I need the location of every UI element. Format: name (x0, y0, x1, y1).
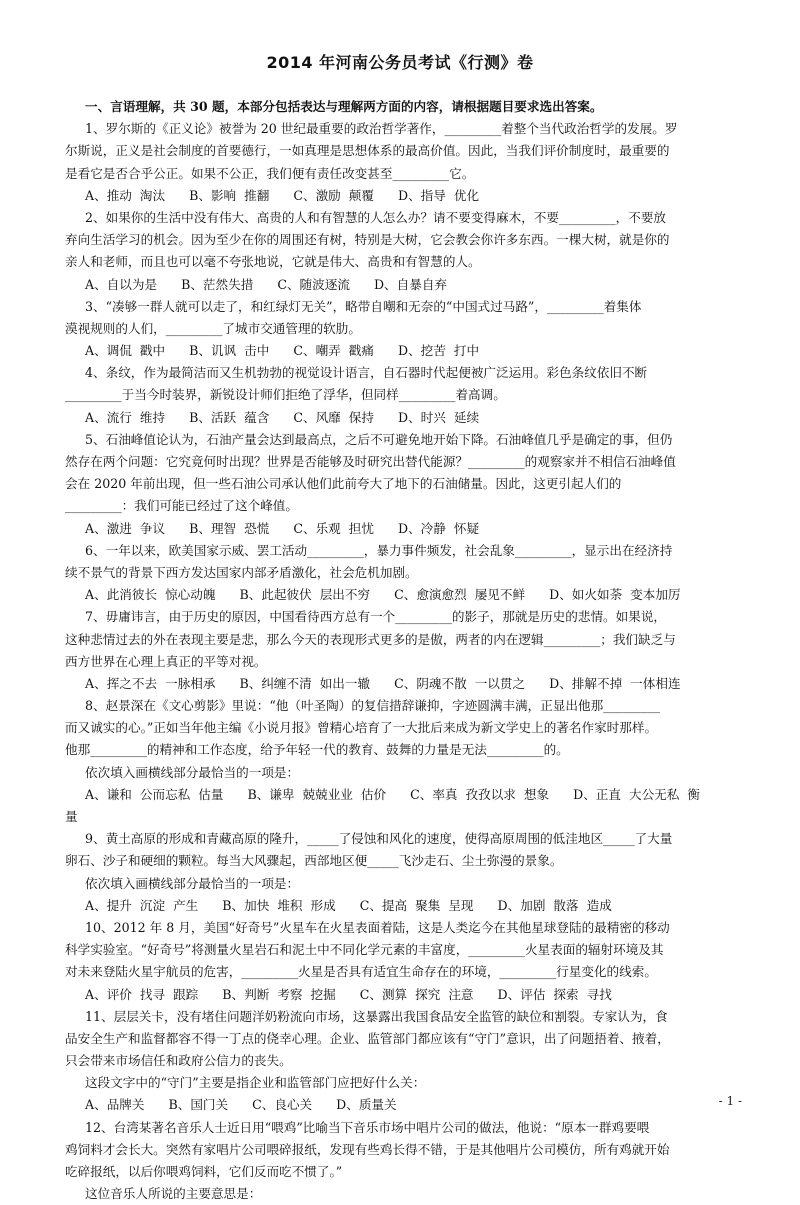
text-line: 西方世界在心理上真正的平等对视。 (65, 653, 267, 669)
text-line: 这段文字中的“守门”主要是指企业和监管部门应把好什么关： (85, 1075, 426, 1091)
text-line: 对未来登陆火星宇航员的危害，_________火星是否具有适宜生命存在的环境，_________行星变化的线索。 (65, 964, 657, 980)
text-line: 量 (65, 809, 78, 824)
text-line: 4、条纹，作为最简洁而又生机勃勃的视觉设计语言，自石器时代起便被广泛运用。彩色条纹依旧不断 (85, 365, 648, 381)
text-line: 然存在两个问题：它究竟何时出现？世界是否能够及时研究出替代能源？_________的观察家并不相信石油峰值 (65, 454, 676, 469)
text-line: A、流行 维持 B、活跃 蕴含 C、风靡 保持 D、时兴 延续 (85, 409, 480, 425)
text-line: 6、一年以来，欧美国家示威、罢工活动_________，暴力事件频发，社会乱象_________，显示出在经济持 (85, 542, 673, 558)
text-line: 品安全生产和监督都容不得一丁点的侥幸心理。企业、监管部门都应该有“守门”意识，出了问题捂着、掖着， (65, 1030, 670, 1046)
text-line: 7、毋庸讳言，由于历史的原因，中国看待西方总有一个_________的影子，那就是历史的悲情。如果说， (85, 609, 667, 625)
text-line: 尔斯说，正义是社会制度的首要德行，一如真理是思想体系的最高价值。因此，当我们评价制度时，最重要的 (65, 143, 670, 159)
text-line: 8、赵景深在《文心剪影》里说：“他（叶圣陶）的复信措辞谦抑，字迹圆满丰满，正显出他那_________ (85, 698, 660, 714)
text-line: A、激进 争议 B、理智 恐慌 C、乐观 担忧 D、冷静 怀疑 (85, 520, 480, 536)
page-title: 2014 年河南公务员考试《行测》卷 (266, 53, 534, 72)
text-line: _________于当今时装界，新锐设计师们拒绝了浮华，但同样_________着高调。 (65, 387, 506, 403)
text-line: 吃碎报纸，以后你喂鸡饲料，它们反而吃不惯了。” (65, 1164, 343, 1179)
text-line: 只会带来市场信任和政府公信力的丧失。 (65, 1053, 292, 1069)
text-line: A、调侃 戳中 B、讥讽 击中 C、嘲弄 戳痛 D、挖苦 打中 (85, 343, 480, 359)
text-line: 这种悲情过去的外在表现主要是悲，那么今天的表现形式更多的是傲，两者的内在逻辑_________；我们缺乏与 (65, 631, 676, 647)
text-line: A、谦和 公而忘私 估量 B、谦卑 兢兢业业 估价 C、率真 孜孜以求 想象 D、正直 大公无私 衡 (85, 786, 700, 802)
text-line: 12、台湾某著名音乐人士近日用“喂鸡”比喻当下音乐市场中唱片公司的做法，他说：“原本一群鸡要喂 (85, 1119, 650, 1135)
text-line: 9、黄土高原的形成和青藏高原的隆升，_____了侵蚀和风化的速度，使得高原周围的低洼地区_____了大量 (85, 831, 673, 847)
text-line: 5、石油峰值论认为，石油产量会达到最高点，之后不可避免地开始下降。石油峰值几乎是确定的事，但仍 (85, 431, 673, 447)
text-line: A、推动 淘汰 B、影响 推翻 C、激励 颠覆 D、指导 优化 (85, 187, 480, 203)
text-line: 会在 2020 年前出现，但一些石油公司承认他们此前夸大了地下的石油储量。因此，这更引起人们的 (65, 476, 622, 492)
text-line: 弃向生活学习的机会。因为至少在你的周围还有树，特别是大树，它会教会你许多东西。一棵大树，就是你的 (65, 232, 670, 248)
text-line: 科学实验室。“好奇号”将测量火星岩石和泥土中不同化学元素的丰富度，_________火星表面的辐射环境及其 (65, 942, 664, 958)
text-line: 漠视规则的人们，_________了城市交通管理的软肋。 (65, 320, 361, 336)
text-line: 是看它是否合乎公正。如果不公正，我们便有责任改变甚至_________它。 (65, 165, 475, 181)
text-line: A、品牌关 B、国门关 C、良心关 D、质量关 (85, 1097, 397, 1113)
text-line: 而又诚实的心。”正如当年他主编《小说月报》曾精心培育了一大批后来成为新文学史上的著名作家时那样。 (65, 720, 658, 736)
text-line: A、自以为是 B、茫然失措 C、随波逐流 D、自暴自弃 (85, 276, 448, 292)
text-line: 他那_________的精神和工作态度，给予年轻一代的教育、鼓舞的力量是无法_________的。 (65, 742, 569, 758)
question-body (65, 96, 755, 1205)
text-line: 11、层层关卡，没有堵住问题洋奶粉流向市场，这暴露出我国食品安全监管的缺位和割裂。专家认为，食 (85, 1008, 668, 1024)
text-line: A、评价 找寻 跟踪 B、判断 考察 挖掘 C、测算 探究 注意 D、评估 探索 寻找 (85, 986, 612, 1002)
text-line: _________：我们可能已经过了这个峰值。 (65, 498, 298, 514)
text-line: 这位音乐人所说的主要意思是： (85, 1186, 262, 1202)
section-heading: 一、言语理解，共 30 题，本部分包括表达与理解两方面的内容，请根据题目要求选出答案。 (85, 99, 603, 114)
text-line: 卵石、沙子和硬细的颗粒。每当大风骤起，西部地区便_____飞沙走石、尘土弥漫的景象。 (65, 853, 563, 869)
text-line: 依次填入画横线部分最恰当的一项是： (85, 764, 300, 780)
text-line: 鸡饲料才会长大。突然有家唱片公司喂碎报纸，发现有些鸡长得不错，于是其他唱片公司模仿，所有鸡就开始 (65, 1141, 670, 1157)
text-line: 10、2012 年 8 月，美国“好奇号”火星车在火星表面着陆，这是人类迄今在其他星球登陆的最精密的移动 (85, 919, 670, 935)
text-line: 1、罗尔斯的《正义论》被誉为 20 世纪最重要的政治哲学著作，_________着整个当代政治哲学的发展。罗 (85, 121, 678, 137)
text-line: A、提升 沉淀 产生 B、加快 堆积 形成 C、提高 聚集 呈现 D、加剧 散落 造成 (85, 897, 612, 913)
text-line: 续不景气的背景下西方发达国家内部矛盾激化，社会危机加剧。 (65, 564, 418, 580)
page-number: - 1 - (718, 1094, 742, 1108)
text-line: A、此消彼长 惊心动魄 B、此起彼伏 层出不穷 C、愈演愈烈 屡见不鲜 D、如火如荼 变本加厉 (85, 587, 681, 603)
text-line: 3、“凑够一群人就可以走了，和红绿灯无关”，略带自嘲和无奈的“中国式过马路”，_________着集体 (85, 298, 642, 314)
text-line: 依次填入画横线部分最恰当的一项是： (85, 875, 300, 891)
text-line: 2、如果你的生活中没有伟大、高贵的人和有智慧的人怎么办？请不要变得麻木，不要_________，不要放 (85, 209, 667, 225)
text-line: A、挥之不去 一脉相承 B、纠缠不清 如出一辙 C、阴魂不散 一以贯之 D、排解不掉 一体相连 (85, 675, 681, 691)
text-line: 亲人和老师，而且也可以毫不夸张地说，它就是伟大、高贵和有智慧的人。 (65, 254, 481, 270)
